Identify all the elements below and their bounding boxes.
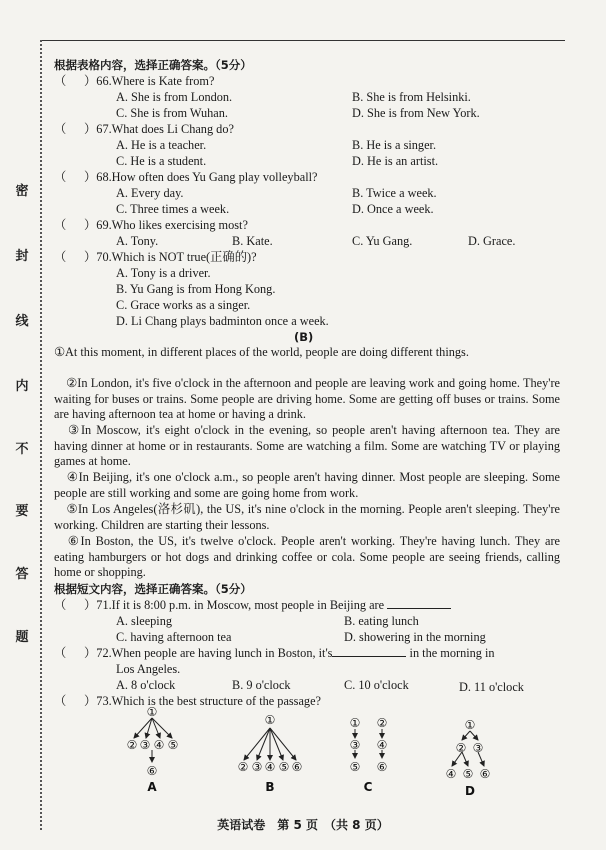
seal-char: 要	[15, 504, 29, 519]
q70-option-d: D. Li Chang plays badminton once a week.	[116, 314, 329, 328]
diag-d-node: ④	[445, 767, 457, 781]
passage-paragraph-3: ③In Moscow, it's eight o'clock in the evening, so people aren't having afternoon tea. They are having dinner at home or in restaurants. Some are watching a film. Some are watching TV or playing games at home.	[54, 423, 560, 469]
q69-option-d: D. Grace.	[468, 234, 516, 248]
q68-option-c: C. Three times a week.	[116, 202, 230, 216]
diag-c-node: ④	[376, 738, 388, 752]
diag-c-node: ⑤	[349, 760, 361, 774]
q69-option-c: C. Yu Gang.	[352, 234, 413, 248]
q69-option-b: B. Kate.	[232, 234, 273, 248]
diag-c-node: ①	[349, 716, 361, 730]
diag-d-node: ③	[472, 741, 484, 755]
q72-paren: （	[54, 646, 67, 660]
q70-option-b: B. Yu Gang is from Hong Kong.	[116, 282, 276, 296]
q69-stem: ）69.Who likes exercising most?	[84, 218, 248, 232]
q68-option-a: A. Every day.	[116, 186, 184, 200]
q68-paren: （	[54, 170, 67, 184]
q67-stem: ）67.What does Li Chang do?	[84, 122, 234, 136]
section2-instruction: 根据短文内容，选择正确答案。（5分）	[54, 582, 252, 596]
q66-paren: （	[54, 74, 67, 88]
seal-char: 内	[15, 379, 29, 394]
q67-option-d: D. He is an artist.	[352, 154, 439, 168]
q70-paren: （	[54, 250, 67, 264]
q71-option-c: C. having afternoon tea	[116, 630, 232, 644]
diag-d-node: ⑤	[462, 767, 474, 781]
diag-d-node: ②	[455, 741, 467, 755]
q72-option-a: A. 8 o'clock	[116, 678, 176, 692]
q66-stem: ）66.Where is Kate from?	[84, 74, 215, 88]
q72-option-b: B. 9 o'clock	[232, 678, 291, 692]
diag-b-node: ④	[264, 760, 276, 774]
seal-char: 线	[15, 314, 29, 329]
diag-label-b: B	[265, 780, 275, 794]
diag-label-d: D	[465, 784, 475, 798]
diag-b-node: ①	[264, 713, 276, 727]
q68-option-b: B. Twice a week.	[352, 186, 437, 200]
diag-a-node: ⑥	[146, 764, 158, 778]
section1-instruction: 根据表格内容，选择正确答案。（5分）	[54, 58, 252, 72]
diag-d-node: ①	[464, 718, 476, 732]
q72-option-c: C. 10 o'clock	[344, 678, 409, 692]
passage-paragraph-5: ⑤In Los Angeles(洛杉矶), the US, it's nine o'clock in the morning. People aren't sleeping. They're working. Children are starting their lessons.	[54, 502, 560, 532]
q72-stem-cont: Los Angeles.	[116, 662, 181, 676]
q66-option-a: A. She is from London.	[116, 90, 233, 104]
passage-paragraph-1: ①At this moment, in different places of the world, people are doing different things.	[54, 345, 469, 359]
q72-stem: ）72.When people are having lunch in Boston, it's in the morning in	[84, 646, 495, 660]
q67-option-b: B. He is a singer.	[352, 138, 437, 152]
seal-char: 答	[15, 567, 29, 582]
q71-option-b: B. eating lunch	[344, 614, 419, 628]
q66-option-d: D. She is from New York.	[352, 106, 480, 120]
q67-option-c: C. He is a student.	[116, 154, 207, 168]
diag-a-node: ⑤	[167, 738, 179, 752]
q71-paren: （	[54, 598, 67, 612]
passage-paragraph-6: ⑥In Boston, the US, it's twelve o'clock. People aren't working. They're having lunch. They are eating hamburgers or hot dogs and drinking coffee or cola. Some people are seeing friends, calling home or shopping.	[54, 534, 560, 580]
q71-option-d: D. showering in the morning	[344, 630, 486, 644]
q67-paren: （	[54, 122, 67, 136]
q66-option-b: B. She is from Helsinki.	[352, 90, 471, 104]
diag-a-node: ②	[126, 738, 138, 752]
q73-paren: （	[54, 694, 67, 708]
q66-option-c: C. She is from Wuhan.	[116, 106, 228, 120]
diag-b-node: ②	[237, 760, 249, 774]
q70-stem: ）70.Which is NOT true(正确的)?	[84, 250, 257, 264]
q73-stem: ）73.Which is the best structure of the passage?	[84, 694, 321, 708]
q68-stem: ）68.How often does Yu Gang play volleyball?	[84, 170, 318, 184]
diag-label-c: C	[363, 780, 373, 794]
q70-option-c: C. Grace works as a singer.	[116, 298, 251, 312]
page-footer: 英语试卷 第 5 页 （共 8 页）	[217, 818, 389, 832]
passage-paragraph-2: ②In London, it's five o'clock in the afternoon and people are leaving work and going home. They're waiting for buses or trains. Some people are driving home. Some are getting off buses or trains. Some are having afternoon tea at home or having a drink.	[54, 376, 560, 422]
diag-c-node: ②	[376, 716, 388, 730]
seal-char: 密	[15, 184, 29, 199]
diag-c-node: ⑥	[376, 760, 388, 774]
section-b-heading: (B)	[294, 330, 314, 344]
seal-char: 不	[15, 442, 29, 457]
q69-option-a: A. Tony.	[116, 234, 159, 248]
diag-a-node: ①	[146, 705, 158, 719]
seal-char: 题	[15, 630, 29, 645]
diag-label-a: A	[147, 780, 157, 794]
seal-char: 封	[15, 249, 29, 264]
diag-b-node: ③	[251, 760, 263, 774]
diag-b-node: ⑤	[278, 760, 290, 774]
q72-option-d: D. 11 o'clock	[459, 680, 524, 694]
q69-paren: （	[54, 218, 67, 232]
diag-d-node: ⑥	[479, 767, 491, 781]
passage-paragraph-4: ④In Beijing, it's one o'clock a.m., so people aren't having dinner. Most people are sleeping. Some people are still working and some are going home from work.	[54, 470, 560, 500]
diag-c-node: ③	[349, 738, 361, 752]
q67-option-a: A. He is a teacher.	[116, 138, 207, 152]
q71-stem: ）71.If it is 8:00 p.m. in Moscow, most people in Beijing are	[84, 597, 451, 613]
q70-option-a: A. Tony is a driver.	[116, 266, 211, 280]
diag-a-node: ③	[139, 738, 151, 752]
diag-b-node: ⑥	[291, 760, 303, 774]
diag-a-node: ④	[153, 738, 165, 752]
q71-option-a: A. sleeping	[116, 614, 173, 628]
q68-option-d: D. Once a week.	[352, 202, 434, 216]
